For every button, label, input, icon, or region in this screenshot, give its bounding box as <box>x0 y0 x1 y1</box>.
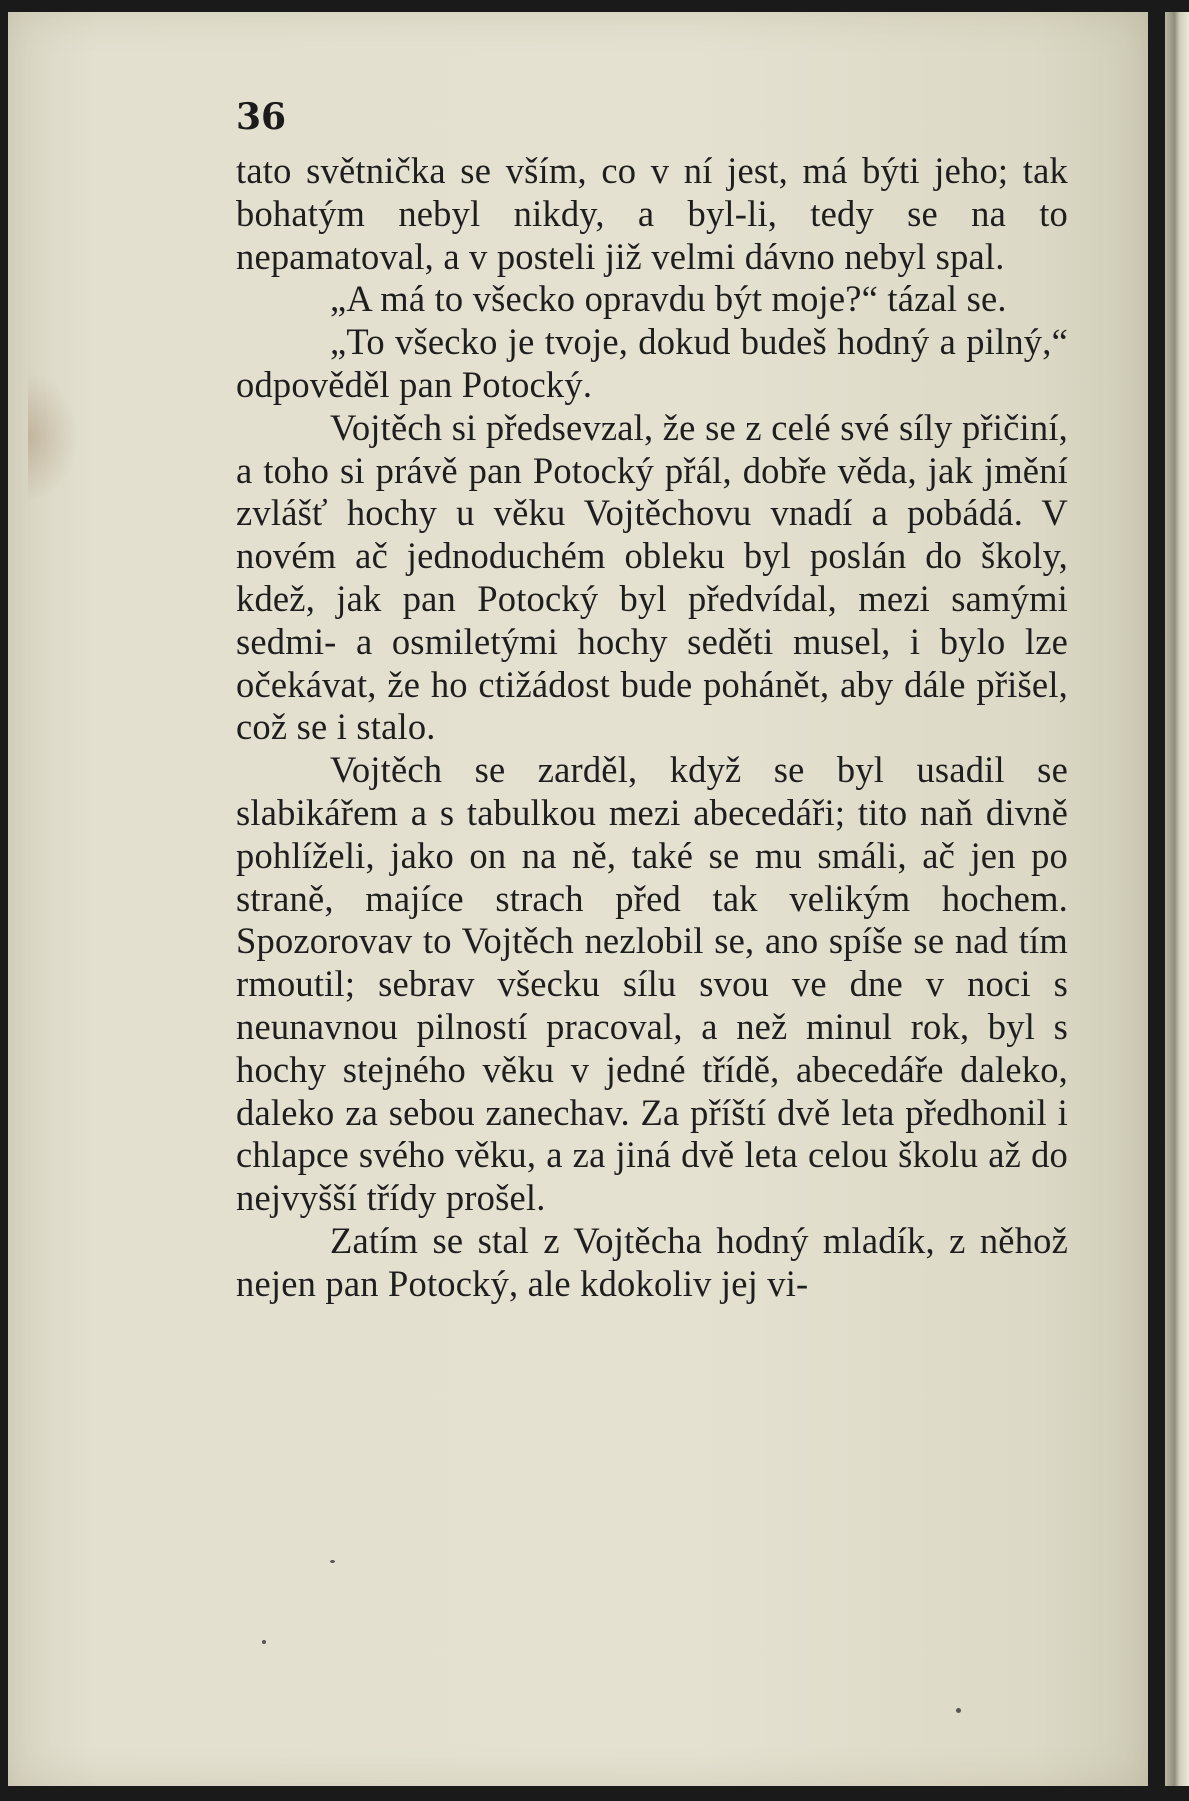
paper-speck <box>330 1560 335 1563</box>
paragraph-3: „To všecko je tvoje, dokud budeš hodný a pilný,“ odpověděl pan Potocký. <box>236 321 1068 405</box>
paragraph-1: tato světnička se vším, co v ní jest, má býti jeho; tak bohatým nebyl nikdy, a byl-li, tedy se na to nepamatoval, a v posteli již velmi dávno nebyl spal. <box>236 150 1068 277</box>
paper-stain <box>28 372 78 502</box>
paragraph-5: Vojtěch se zarděl, když se byl usadil se slabikářem a s tabulkou mezi abecedáři; tito naň divně pohlíželi, jako on na ně, také se mu smáli, ač jen po straně, majíce strach před tak velikým hochem. Spozorovav to Vojtěch nezlobil se, ano spíše se nad tím rmoutil; sebrav všecku sílu svou ve dne v noci s neunavnou pilností pracoval, a než minul rok, byl s hochy stejného věku v jedné třídě, abecedáře daleko, daleko za sebou zanechav. Za příští dvě leta předhonil i chlapce svého věku, a za jiná dvě leta celou školu až do nejvyšší třídy prošel. <box>236 749 1068 1219</box>
paper-speck <box>956 1708 961 1713</box>
page-number: 36 <box>236 96 287 138</box>
paragraph-6: Zatím se stal z Vojtěcha hodný mladík, z něhož nejen pan Potocký, ale kdokoliv jej vi- <box>236 1219 1068 1304</box>
page-edge <box>1165 12 1189 1786</box>
paragraph-4: Vojtěch si předsevzal, že se z celé své síly přičiní, a toho si právě pan Potocký přál, dobře věda, jak jmění zvlášť hochy u věku Vojtěchovu vnadí a pobádá. V novém ač jednoduchém obleku byl poslán do školy, kdež, jak pan Potocký byl předvídal, mezi samými sedmi- a osmiletými hochy seděti musel, i bylo lze očekávat, že ho ctižádost bude pohánět, aby dále přišel, což se i stalo. <box>236 406 1068 748</box>
paper-speck <box>262 1640 266 1644</box>
body-text <box>236 150 1068 1306</box>
paragraph-2: „A má to všecko opravdu být moje?“ tázal se. <box>330 278 1007 320</box>
